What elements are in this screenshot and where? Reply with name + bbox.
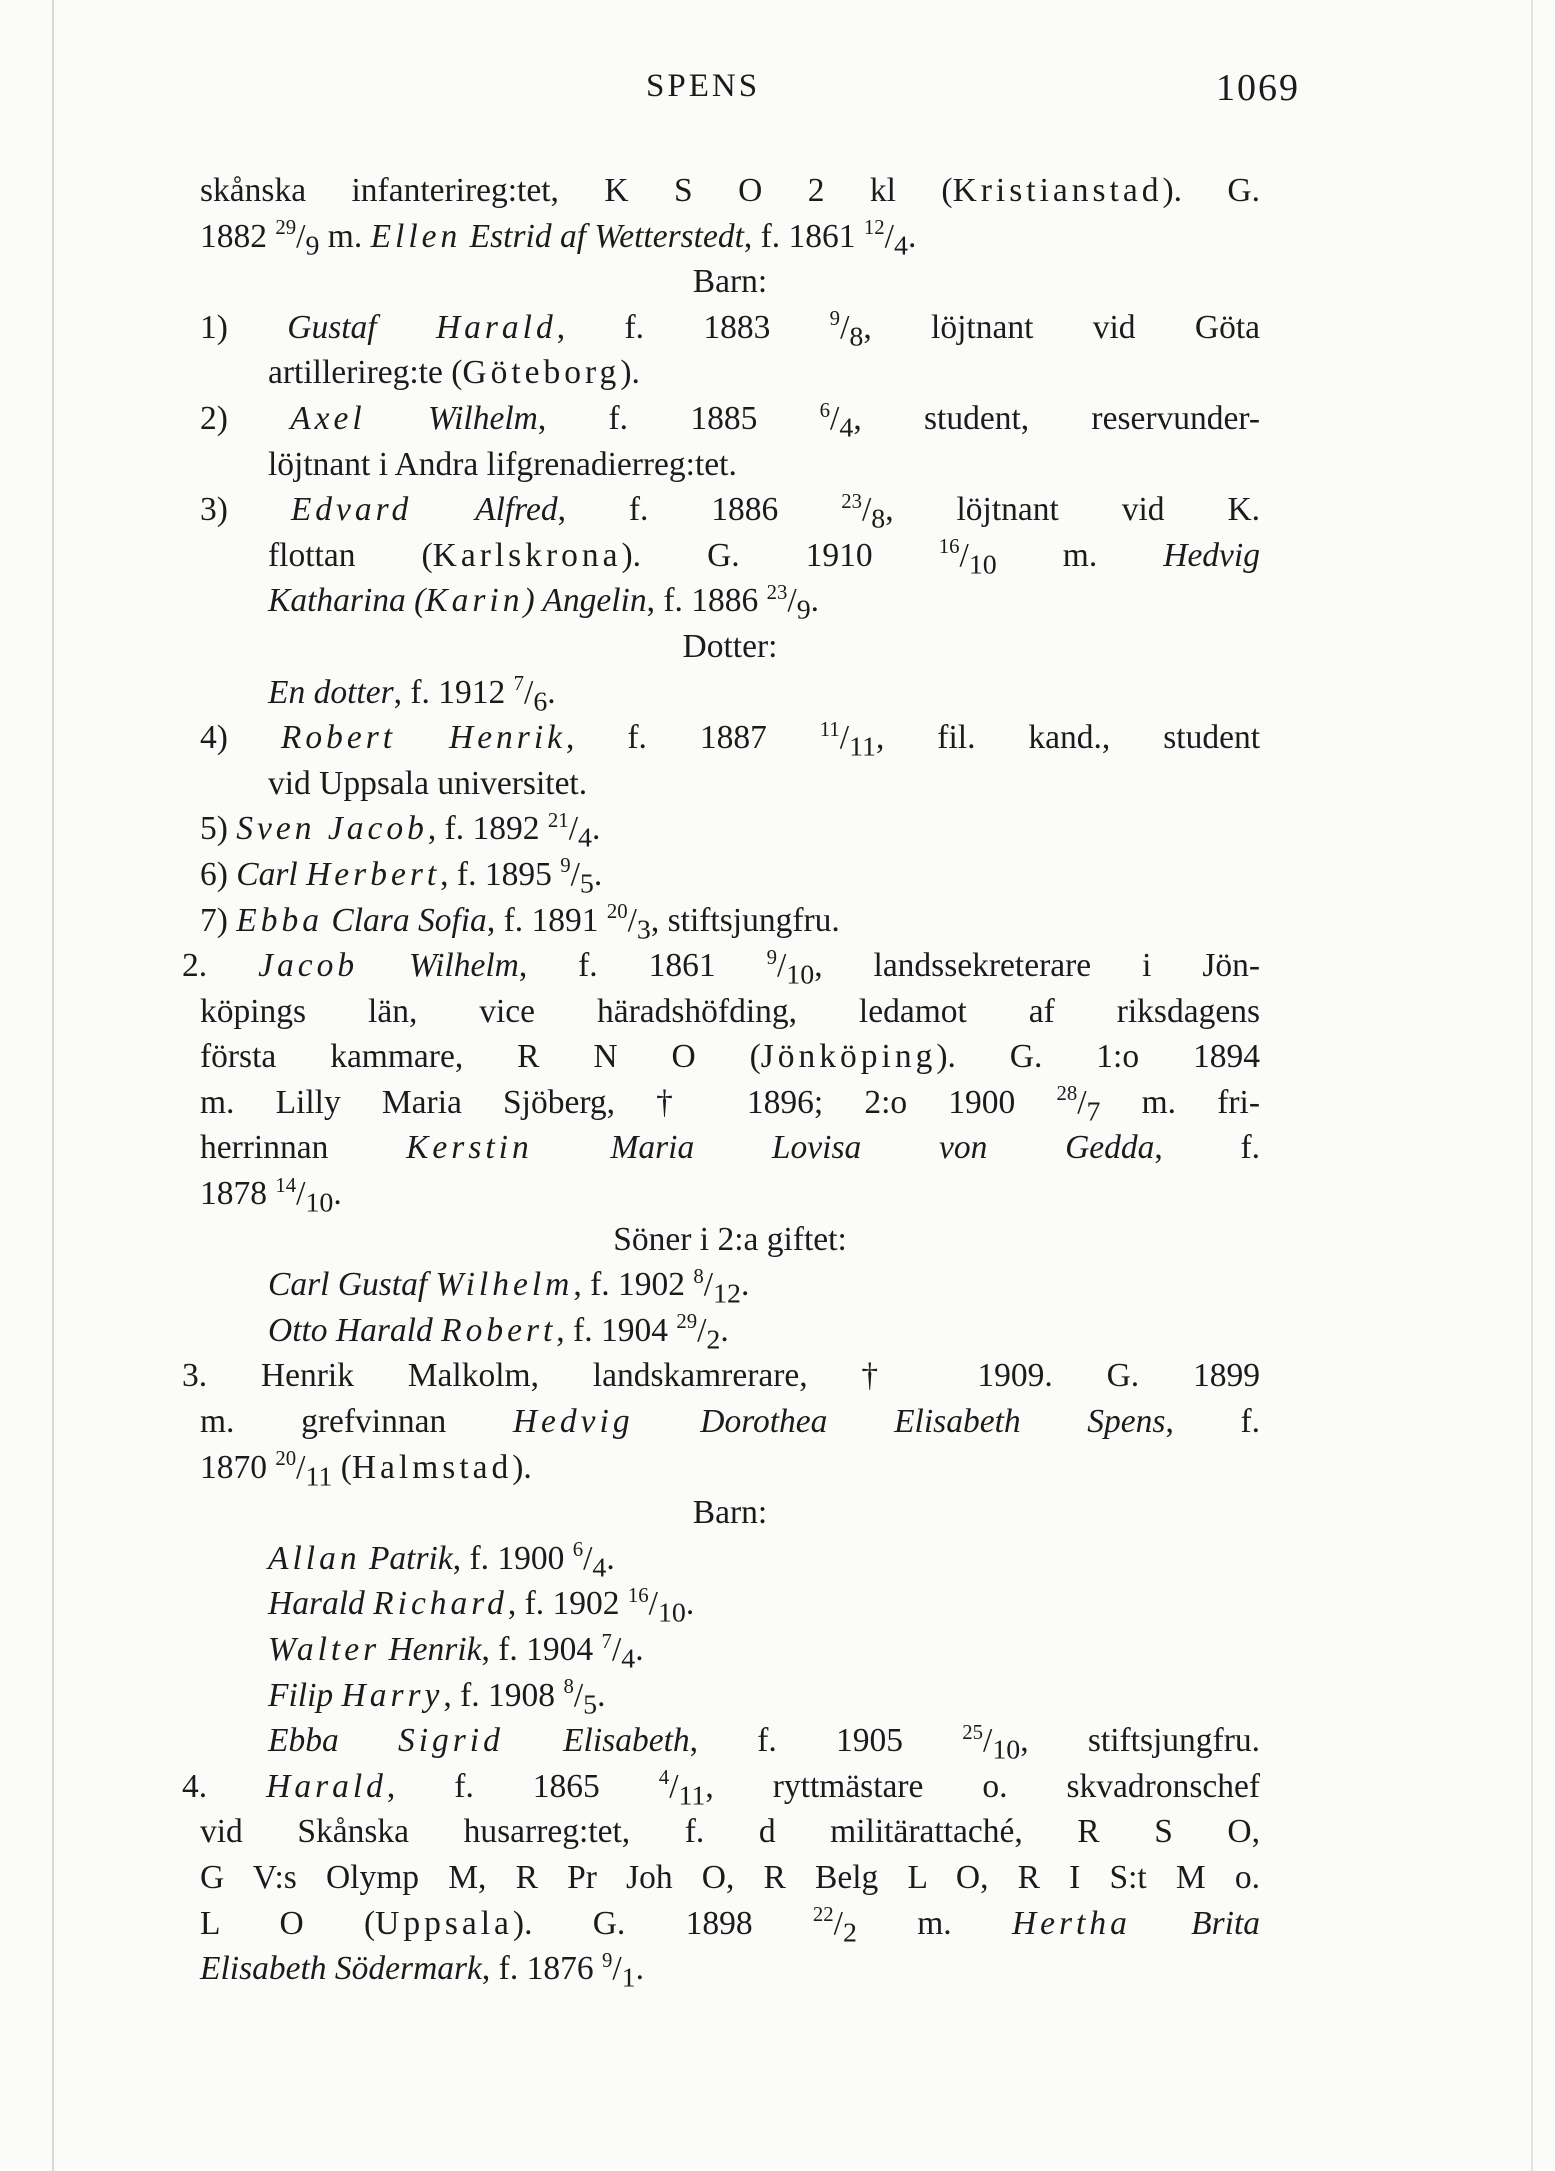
text-line: 5) Sven Jacob, f. 1892 $^{21}/_4$. [200, 808, 601, 854]
text-line: m. Lilly Maria Sjöberg, † 1896; 2:o 1900 $^{28}/_7$ m. fri- [200, 1082, 1260, 1128]
text-line: artillerireg:te (Göteborg). [268, 354, 640, 392]
text-line: vid Uppsala universitet. [268, 764, 588, 802]
page-number: 1069 [1216, 67, 1300, 109]
text-line: Barn: [692, 263, 768, 301]
text-line: Barn: [692, 1494, 768, 1532]
text-line: 3) Edvard Alfred, f. 1886 $^{23}/_8$, löjtnant vid K. [200, 489, 1261, 535]
text-line: flottan (Karlskrona). G. 1910 $^{16}/_{10}$ m. Hedvig [268, 535, 1260, 581]
genealogy-text [182, 168, 1261, 1994]
text-line: L O (Uppsala). G. 1898 $^{22}/_2$ m. Hertha Brita [200, 1903, 1261, 1949]
text-line: Carl Gustaf Wilhelm, f. 1902 $^8/_{12}$. [268, 1264, 750, 1310]
text-line: vid Skånska husarreg:tet, f. d militärattaché, R S O, [200, 1813, 1260, 1851]
text-line: 1870 $^{20}/_{11}$ (Halmstad). [200, 1447, 532, 1493]
text-line: Söner i 2:a giftet: [613, 1220, 847, 1258]
text-line: Dotter: [682, 627, 778, 665]
header-title: SPENS [646, 68, 761, 104]
text-line: Walter Henrik, f. 1904 $^7/_4$. [268, 1629, 644, 1675]
text-line: En dotter, f. 1912 $^7/_6$. [268, 672, 556, 718]
text-line: Ebba Sigrid Elisabeth, f. 1905 $^{25}/_{10}$, stiftsjungfru. [268, 1720, 1260, 1766]
text-line: löjtnant i Andra lifgrenadierreg:tet. [268, 445, 737, 483]
text-line: herrinnan Kerstin Maria Lovisa von Gedda, f. [200, 1129, 1261, 1167]
text-line: första kammare, R N O (Jönköping). G. 1:o 1894 [200, 1038, 1260, 1076]
text-line: 3. Henrik Malkolm, landskamrerare, † 1909. G. 1899 [182, 1357, 1260, 1395]
text-line: Allan Patrik, f. 1900 $^6/_4$. [268, 1538, 615, 1584]
text-line: Katharina (Karin) Angelin, f. 1886 $^{23}/_9$. [268, 580, 820, 627]
text-line: Harald Richard, f. 1902 $^{16}/_{10}$. [268, 1583, 695, 1630]
text-line: 2) Axel Wilhelm, f. 1885 $^6/_4$, student, reservunder- [200, 398, 1261, 444]
text-line: 4. Harald, f. 1865 $^4/_{11}$, ryttmästare o. skvadronschef [182, 1766, 1261, 1812]
text-line: 2. Jacob Wilhelm, f. 1861 $^9/_{10}$, landssekreterare i Jön- [182, 945, 1261, 991]
text-line: köpings län, vice häradshöfding, ledamot af riksdagens [200, 992, 1260, 1030]
text-line: 4) Robert Henrik, f. 1887 $^{11}/_{11}$, fil. kand., student [200, 717, 1260, 763]
page-edge-left [52, 0, 54, 2171]
text-line: m. grefvinnan Hedvig Dorothea Elisabeth Spens, f. [200, 1403, 1260, 1441]
text-line: 6) Carl Herbert, f. 1895 $^9/_5$. [200, 854, 603, 900]
text-line: G V:s Olymp M, R Pr Joh O, R Belg L O, R I S:t M o. [200, 1858, 1260, 1896]
page-edge-right [1531, 0, 1533, 2171]
text-line: Otto Harald Robert, f. 1904 $^{29}/_2$. [268, 1310, 729, 1356]
text-line: Filip Harry, f. 1908 $^8/_5$. [268, 1675, 606, 1721]
running-header [200, 68, 1300, 118]
text-line: 7) Ebba Clara Sofia, f. 1891 $^{20}/_3$, stiftsjungfru. [200, 900, 840, 946]
text-line: 1882 $^{29}/_9$ m. Ellen Estrid af Wetterstedt, f. 1861 $^{12}/_4$. [200, 216, 917, 262]
text-line: Elisabeth Södermark, f. 1876 $^9/_1$. [200, 1948, 644, 1994]
text-line: 1878 $^{14}/_{10}$. [200, 1173, 342, 1219]
text-line: skånska infanterireg:tet, K S O 2 kl (Kristianstad). G. [200, 172, 1260, 209]
text-line: 1) Gustaf Harald, f. 1883 $^9/_8$, löjtnant vid Göta [200, 307, 1260, 353]
